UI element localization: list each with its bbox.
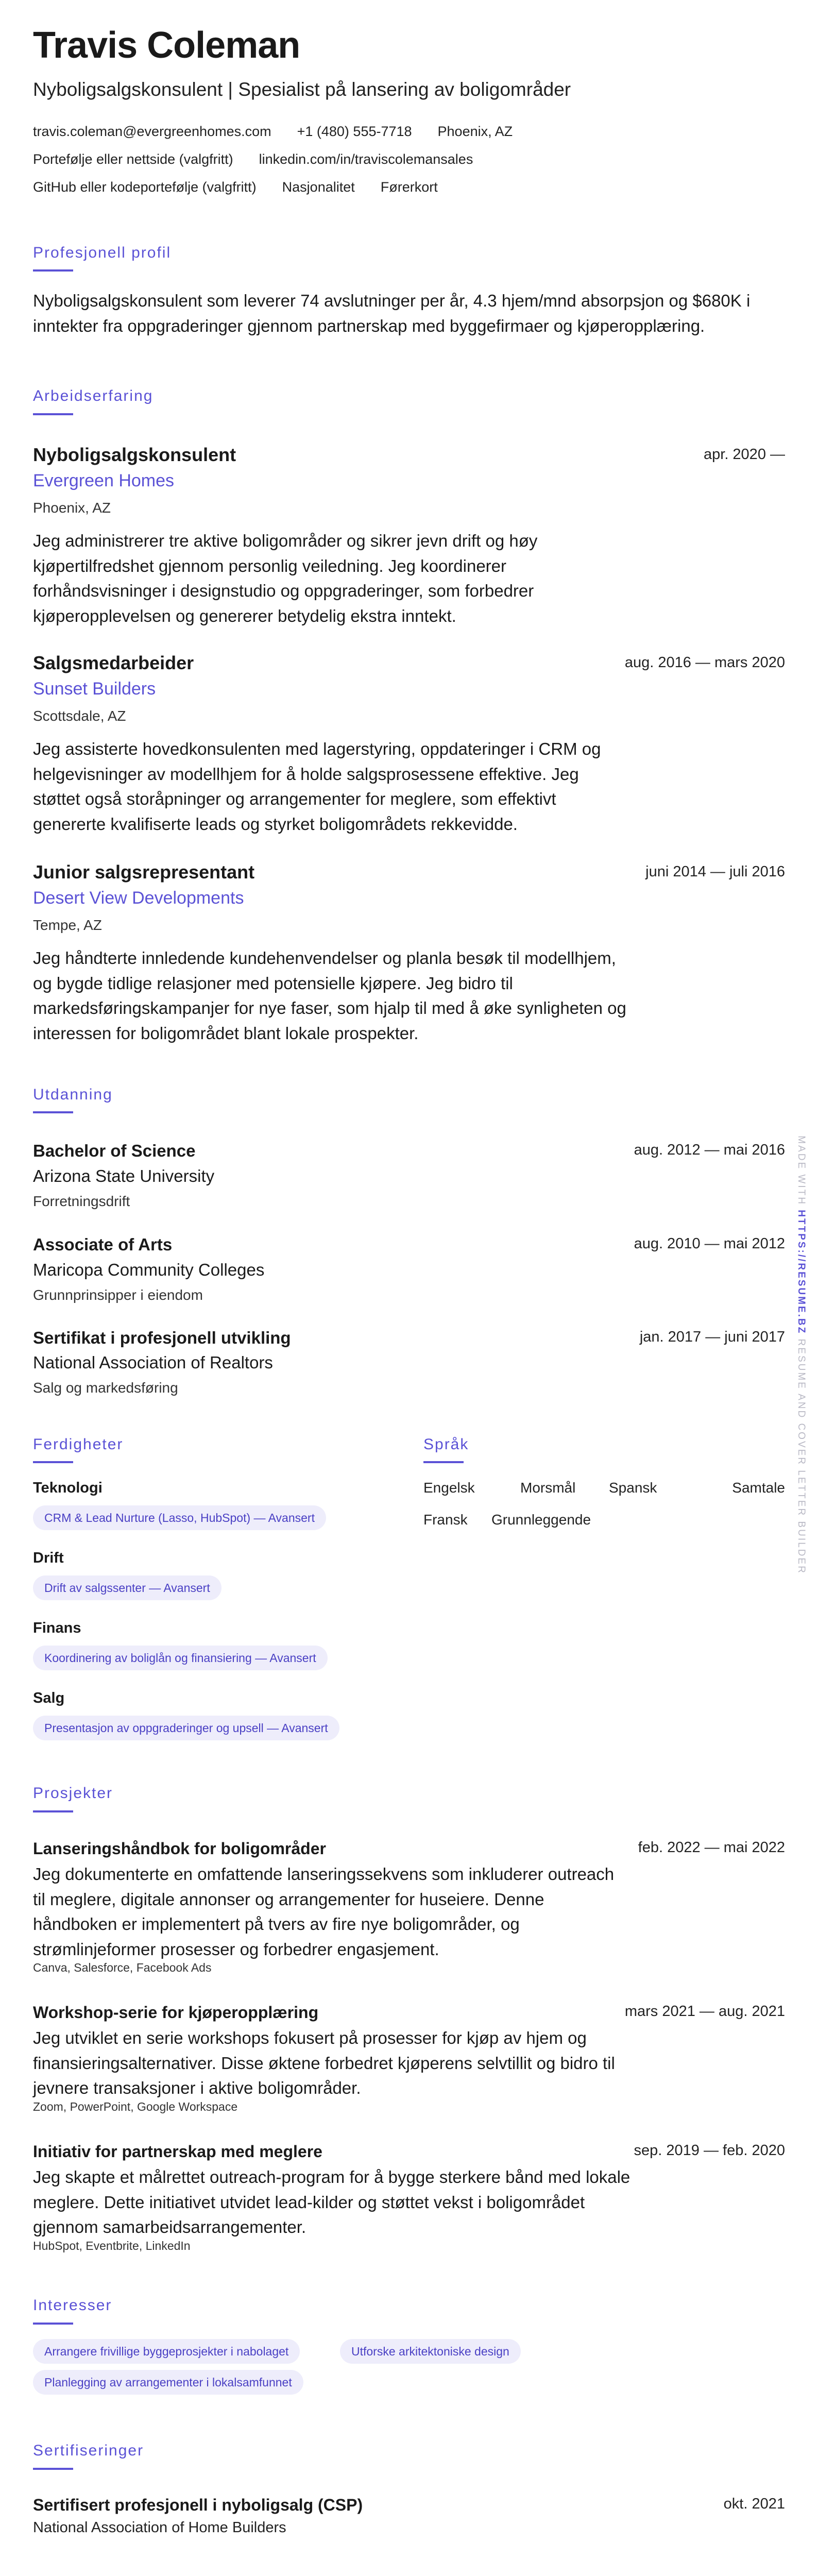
project-title: Lanseringshåndbok for boligområder	[33, 1839, 326, 1858]
job-location: Tempe, AZ	[33, 917, 102, 933]
contact-row-3	[33, 179, 438, 195]
section-divider	[33, 1810, 73, 1812]
portfolio-link[interactable]: Portefølje eller nettside (valgfritt)	[33, 151, 233, 167]
section-divider	[33, 1111, 73, 1113]
section-divider	[33, 2468, 73, 2470]
section-divider	[423, 1461, 464, 1463]
edu-field: Salg og markedsføring	[33, 1380, 178, 1396]
email-link[interactable]: travis.coleman@evergreenhomes.com	[33, 124, 271, 139]
section-divider	[33, 1461, 73, 1463]
language-name: Spansk	[609, 1480, 657, 1496]
project-tech: HubSpot, Eventbrite, LinkedIn	[33, 2239, 191, 2252]
job-title: Junior salgsrepresentant	[33, 861, 255, 883]
edu-school: Arizona State University	[33, 1166, 215, 1185]
job-description: Jeg assisterte hovedkonsulenten med lagerstyring, oppdateringer i CRM og helgevisninger av modellhjem for å holde salgsprosessene effektive. Jeg støttet også storåpninger og arrangementer for meglere, som effektivt genererte kvalifiserte leads og styrket boligområdets rekkevidde.	[33, 739, 601, 834]
section-heading-interests: Interesser	[33, 2297, 112, 2314]
section-heading-experience: Arbeidserfaring	[33, 387, 154, 404]
skill-category: Teknologi	[33, 1480, 103, 1496]
project-date: mars 2021 — aug. 2021	[624, 2003, 785, 2020]
project-description: Jeg skapte et målrettet outreach-program for å bygge sterkere bånd med lokale meglere. Dette initiativet utvidet lead-kilder og støttet vekst i boligområdet gjennom samarbeidsarrangementer.	[33, 2167, 630, 2236]
section-heading-profile: Profesjonell profil	[33, 244, 172, 261]
project-tech: Canva, Salesforce, Facebook Ads	[33, 1961, 212, 1974]
edu-field: Forretningsdrift	[33, 1193, 130, 1209]
section-heading-skills: Ferdigheter	[33, 1436, 124, 1453]
certification-issuer: National Association of Home Builders	[33, 2519, 286, 2536]
language-name: Fransk	[423, 1512, 468, 1528]
certification-date: okt. 2021	[723, 2496, 785, 2512]
job-date: aug. 2016 — mars 2020	[624, 654, 785, 671]
job-description: Jeg håndterte innledende kundehenvendelser og planla besøk til modellhjem, og bygde tidlige relasjoner med potensielle kjøpere. Jeg bidro til markedsføringskampanjer for nye faser, som hjalp til med å øke synligheten og interessen for boligområdet blant lokale prospekter.	[33, 948, 626, 1043]
job-date: juni 2014 — juli 2016	[645, 863, 785, 880]
project-date: feb. 2022 — mai 2022	[638, 1839, 785, 1856]
contact-row-2	[33, 151, 473, 167]
skill-tag: Koordinering av boliglån og finansiering — Avansert	[33, 1646, 328, 1670]
job-location: Scottsdale, AZ	[33, 708, 126, 724]
resume-builder-watermark	[791, 1136, 811, 1574]
section-divider	[33, 2323, 73, 2325]
license-text: Førerkort	[380, 179, 438, 195]
linkedin-link[interactable]: linkedin.com/in/traviscolemansales	[259, 151, 473, 167]
watermark-suffix: RESUME AND COVER LETTER BUILDER	[796, 1338, 807, 1574]
edu-degree: Sertifikat i profesjonell utvikling	[33, 1328, 291, 1347]
edu-degree: Bachelor of Science	[33, 1141, 196, 1160]
job-company: Desert View Developments	[33, 888, 244, 908]
skill-tag: Drift av salgssenter — Avansert	[33, 1575, 221, 1600]
edu-degree: Associate of Arts	[33, 1235, 173, 1254]
project-title: Workshop-serie for kjøperopplæring	[33, 2003, 319, 2022]
language-level: Grunnleggende	[491, 1512, 591, 1528]
job-location: Phoenix, AZ	[33, 500, 111, 516]
project-title: Initiativ for partnerskap med meglere	[33, 2142, 322, 2161]
candidate-name: Travis Coleman	[33, 25, 300, 66]
edu-field: Grunnprinsipper i eiendom	[33, 1287, 203, 1303]
job-company: Evergreen Homes	[33, 471, 175, 490]
project-description: Jeg dokumenterte en omfattende lanseringssekvens som inkluderer outreach til meglere, digitale annonser og arrangementer for huseiere. Denne håndboken er implementert på tvers av fire nye boligområder, og strømlinjeformer prosesser og forbedrer engasjement.	[33, 1865, 615, 1959]
edu-school: Maricopa Community Colleges	[33, 1260, 265, 1279]
skill-tag: Presentasjon av oppgraderinger og upsell — Avansert	[33, 1716, 339, 1740]
interest-tag: Planlegging av arrangementer i lokalsamfunnet	[33, 2370, 303, 2395]
skill-tag: CRM & Lead Nurture (Lasso, HubSpot) — Avansert	[33, 1505, 326, 1530]
project-description: Jeg utviklet en serie workshops fokusert på prosesser for kjøp av hjem og finansieringsalternativer. Disse øktene forbedret kjøperens selvtillit og bidro til jevnere transaksjoner i aktive boligområder.	[33, 2028, 615, 2097]
job-date: apr. 2020 —	[704, 446, 785, 463]
interest-tag: Arrangere frivillige byggeprosjekter i nabolaget	[33, 2339, 300, 2364]
language-level: Samtale	[732, 1480, 785, 1496]
job-title: Salgsmedarbeider	[33, 652, 194, 673]
section-heading-languages: Språk	[423, 1436, 469, 1453]
project-tech: Zoom, PowerPoint, Google Workspace	[33, 2100, 238, 2113]
watermark-link[interactable]: HTTPS://RESUME.BZ	[796, 1210, 807, 1335]
job-description: Jeg administrerer tre aktive boligområder og sikrer jevn drift og høy kjøpertilfredshet gjennom personlig veiledning. Jeg koordinerer forhåndsvisninger i designstudio og oppgraderinger, som forbedrer kjøperopplevelsen og genererer betydelig ekstra inntekt.	[33, 531, 538, 625]
edu-date: jan. 2017 — juni 2017	[639, 1329, 785, 1345]
section-heading-certifications: Sertifiseringer	[33, 2442, 144, 2459]
section-divider	[33, 269, 73, 272]
skill-category: Salg	[33, 1690, 65, 1706]
interest-tag: Utforske arkitektoniske design	[340, 2339, 521, 2364]
candidate-headline: Nyboligsalgskonsulent | Spesialist på lansering av boligområder	[33, 79, 571, 100]
skill-category: Drift	[33, 1550, 64, 1566]
edu-school: National Association of Realtors	[33, 1353, 273, 1372]
edu-date: aug. 2010 — mai 2012	[634, 1235, 785, 1252]
language-name: Engelsk	[423, 1480, 475, 1496]
job-company: Sunset Builders	[33, 679, 156, 699]
contact-row-1	[33, 124, 513, 140]
phone-link[interactable]: +1 (480) 555-7718	[297, 124, 412, 139]
language-level: Morsmål	[520, 1480, 576, 1496]
github-link[interactable]: GitHub eller kodeportefølje (valgfritt)	[33, 179, 257, 195]
project-date: sep. 2019 — feb. 2020	[634, 2142, 785, 2159]
section-heading-projects: Prosjekter	[33, 1785, 113, 1802]
nationality-text: Nasjonalitet	[282, 179, 355, 195]
certification-title: Sertifisert profesjonell i nyboligsalg (CSP)	[33, 2496, 363, 2514]
section-divider	[33, 413, 73, 415]
job-title: Nyboligsalgskonsulent	[33, 444, 236, 465]
section-heading-education: Utdanning	[33, 1086, 113, 1103]
profile-summary: Nyboligsalgskonsulent som leverer 74 avslutninger per år, 4.3 hjem/mnd absorpsjon og $680K i inntekter fra oppgraderinger gjennom partnerskap med byggefirmaer og kjøperopplæring.	[33, 291, 751, 335]
watermark-prefix: MADE WITH	[796, 1136, 807, 1206]
edu-date: aug. 2012 — mai 2016	[634, 1142, 785, 1158]
skill-category: Finans	[33, 1620, 81, 1636]
location-text: Phoenix, AZ	[437, 124, 513, 139]
